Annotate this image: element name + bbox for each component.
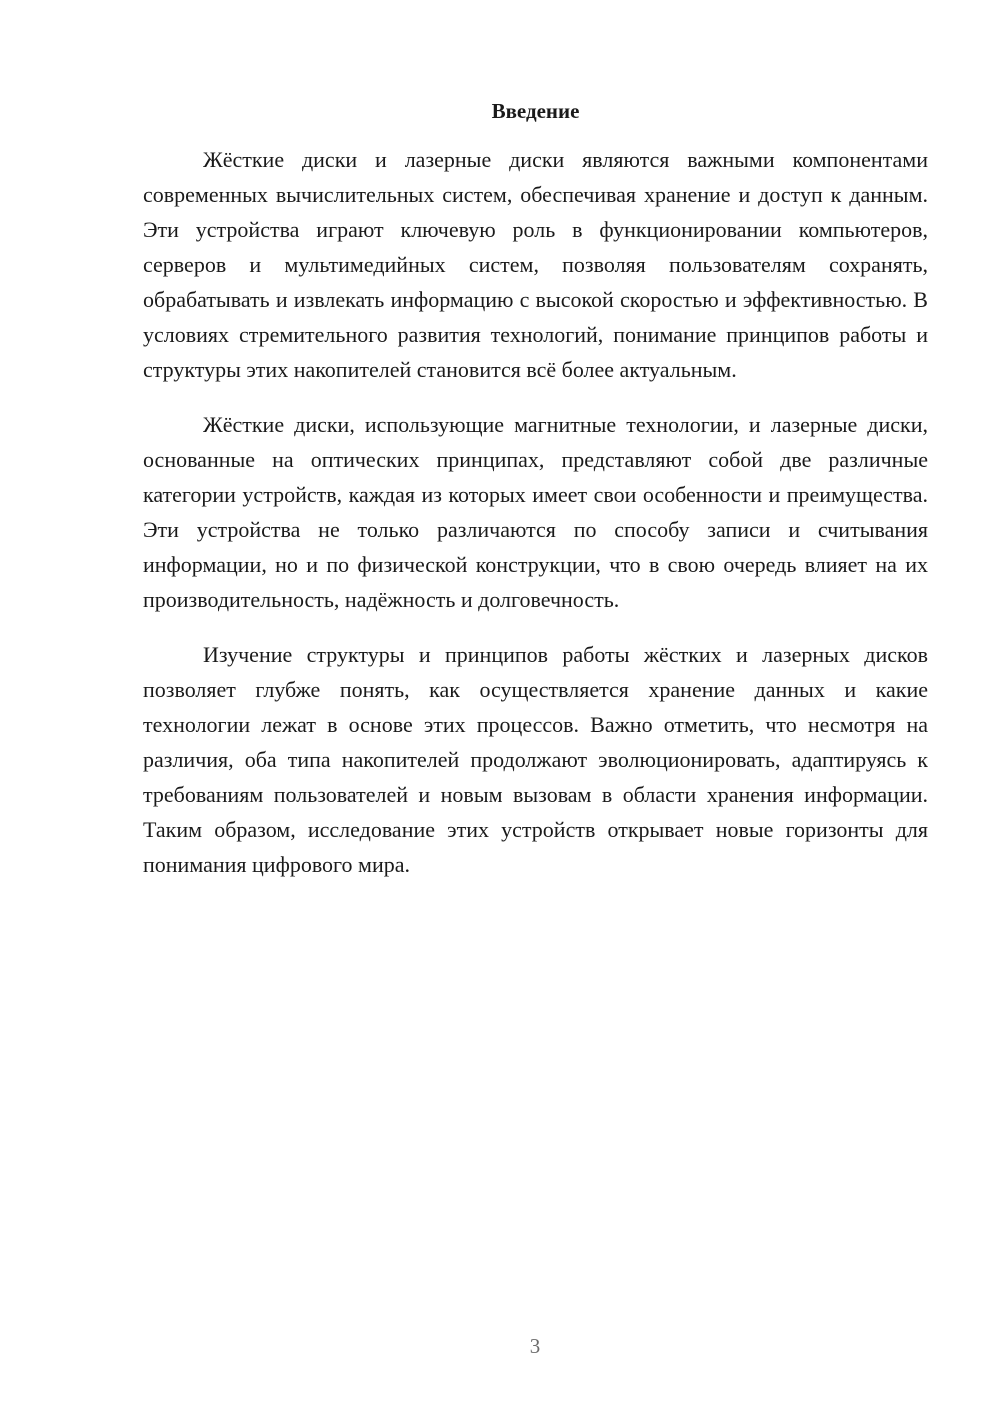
paragraph-2: Жёсткие диски, использующие магнитные технологии, и лазерные диски, основанные на оптических принципах, представляют собой две различные категории устройств, каждая из которых имеет свои особенности и преимущества. Эти устройства не только различаются по способу записи и считывания информации, но и по физической конструкции, что в свою очередь влияет на их производительность, надёжность и долговечность. <box>143 412 928 612</box>
paragraph-1: Жёсткие диски и лазерные диски являются важными компонентами современных вычислительных систем, обеспечивая хранение и доступ к данным. Эти устройства играют ключевую роль в функционировании компьютеров, серверов и мультимедийных систем, позволяя пользователям сохранять, обрабатывать и извлекать информацию с высокой скоростью и эффективностью. В условиях стремительного развития технологий, понимание принципов работы и структуры этих накопителей становится всё более актуальным. <box>143 147 928 382</box>
page-number: 3 <box>529 1334 541 1358</box>
body-text <box>143 142 928 902</box>
paragraph-3: Изучение структуры и принципов работы жёстких и лазерных дисков позволяет глубже понять, как осуществляется хранение данных и какие технологии лежат в основе этих процессов. Важно отметить, что несмотря на различия, оба типа накопителей продолжают эволюционировать, адаптируясь к требованиям пользователей и новым вызовам в области хранения информации. Таким образом, исследование этих устройств открывает новые горизонты для понимания цифрового мира. <box>143 642 928 877</box>
page-heading: Введение <box>491 99 580 123</box>
